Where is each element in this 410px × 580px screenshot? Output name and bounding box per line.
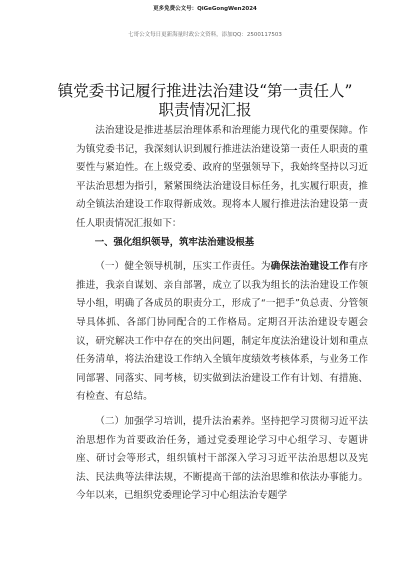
section-heading-1: 一、强化组织领导，筑牢法治建设根基 <box>94 236 255 248</box>
paragraph-1-lead: （一）健全领导机制，压实工作责任。为 <box>95 261 271 273</box>
header-notice: 七哥公文每日更新海量时政公文资料，添加QQ：2500117503 <box>128 32 282 38</box>
document-title <box>40 82 370 120</box>
document-body <box>76 122 368 506</box>
paragraph-2: （二）加强学习培训，提升法治素养。坚持把学习贯彻习近平法治思想作为首要政治任务，通过党委理论学习中心组学习、专题讲座、研讨会等形式，组织镇村干部深入学习习近平法治思想以及宪法、民法典等法律法规，不断提高干部的法治思维和依法办事能力。今年以来，已组织党委理论学习中心组法治专题学 <box>76 415 368 502</box>
paragraph-1-rest: 有序推进，我亲自谋划、亲自部署，成立了以我为组长的法治建设工作领导小组，明确了各成员的职责分工，形成了“一把手”负总责、分管领导具体抓、各部门协同配合的工作格局。定期召开法治建设专题会议，研究解决工作中存在的突出问题，制定年度法治建设计划和重点任务清单，将法治建设工作纳入全镇年度绩效考核体系，与业务工作同部署、同落实、同考核，切实做到法治建设工作有计划、有措施、有检查、有总结。 <box>76 261 369 403</box>
title-line-1: 镇党委书记履行推进法治建设“第一责任人” <box>57 82 353 100</box>
top-banner: 更多免费公文号：QiGeGongWen2024 <box>153 6 257 12</box>
paragraph-1-bold: 确保法治建设工作 <box>270 261 349 273</box>
intro-paragraph: 法治建设是推进基层治理体系和治理能力现代化的重要保障。作为镇党委书记，我深刻认识到履行推进法治建设第一责任人职责的重要性与紧迫性。在上级党委、政府的坚强领导下，我始终坚持以习近平法治思想为指引，紧紧围绕法治建设目标任务，扎实履行职责，推动全镇法治建设工作取得新成效。现将本人履行推进法治建设第一责任人职责情况汇报如下： <box>76 125 368 229</box>
paragraph-1 <box>76 258 368 407</box>
title-line-2: 职责情况汇报 <box>158 101 252 119</box>
